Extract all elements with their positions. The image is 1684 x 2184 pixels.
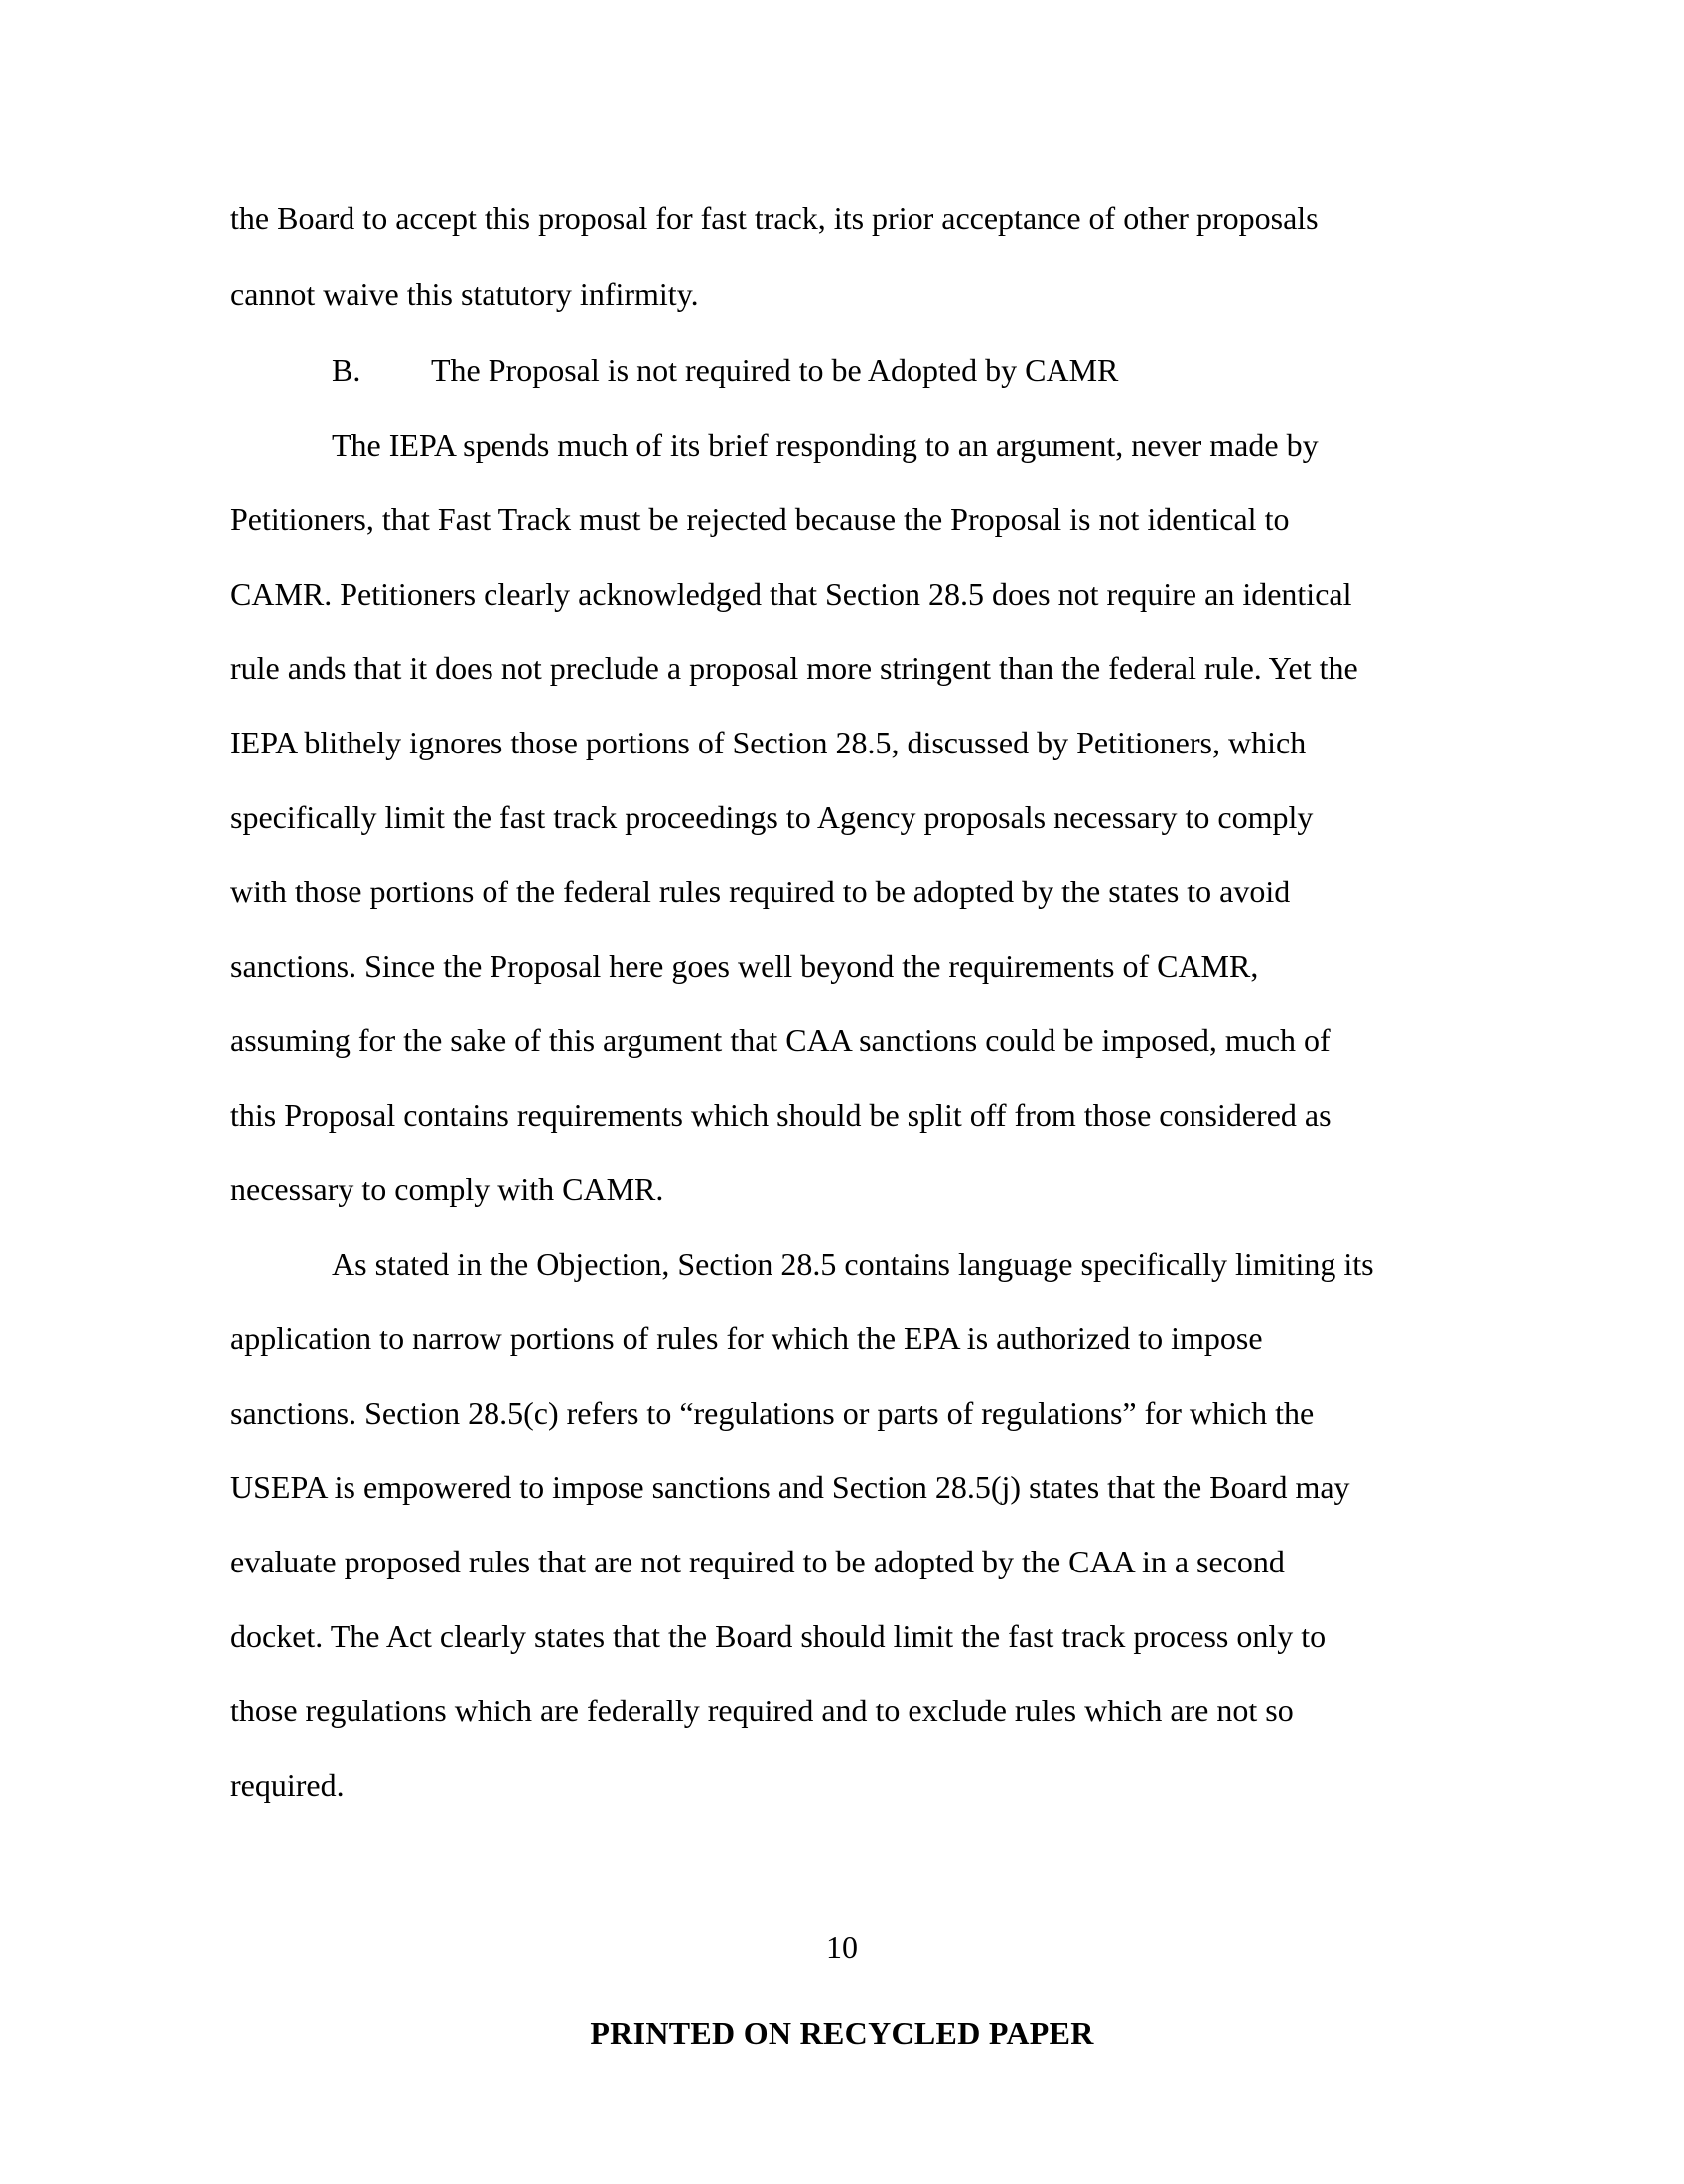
footer-notice: PRINTED ON RECYCLED PAPER [590,2015,1094,2051]
text-line: As stated in the Objection, Section 28.5 contains language specifically limiting its [332,1246,1374,1282]
text-line: with those portions of the federal rules required to be adopted by the states to avoid [230,874,1291,909]
text-line: Petitioners, that Fast Track must be rejected because the Proposal is not identical to [230,501,1290,537]
text-line: rule ands that it does not preclude a proposal more stringent than the federal rule. Yet the [230,650,1358,686]
text-line: those regulations which are federally required and to exclude rules which are not so [230,1693,1294,1728]
text-line: necessary to comply with CAMR. [230,1171,664,1207]
text-line: The IEPA spends much of its brief responding to an argument, never made by [332,427,1319,463]
text-line: cannot waive this statutory infirmity. [230,276,699,312]
text-line: this Proposal contains requirements which should be split off from those considered as [230,1097,1332,1133]
text-line: docket. The Act clearly states that the Board should limit the fast track process only to [230,1618,1327,1654]
text-line: CAMR. Petitioners clearly acknowledged that Section 28.5 does not require an identical [230,576,1352,612]
text-line: specifically limit the fast track proceedings to Agency proposals necessary to comply [230,799,1314,835]
text-line: IEPA blithely ignores those portions of Section 28.5, discussed by Petitioners, which [230,725,1307,760]
text-line: application to narrow portions of rules for which the EPA is authorized to impose [230,1320,1263,1356]
text-line: USEPA is empowered to impose sanctions and Section 28.5(j) states that the Board may [230,1469,1350,1505]
section-letter: B. [332,352,361,388]
text-line: evaluate proposed rules that are not required to be adopted by the CAA in a second [230,1544,1285,1579]
text-line: the Board to accept this proposal for fast track, its prior acceptance of other proposals [230,201,1319,236]
section-heading [332,350,1118,390]
page-number: 10 [826,1929,858,1965]
text-line: sanctions. Section 28.5(c) refers to “regulations or parts of regulations” for which the [230,1395,1315,1431]
text-line: assuming for the sake of this argument that CAA sanctions could be imposed, much of [230,1023,1331,1058]
text-line: sanctions. Since the Proposal here goes well beyond the requirements of CAMR, [230,948,1259,984]
section-title: The Proposal is not required to be Adopted by CAMR [431,352,1119,388]
text-line: required. [230,1767,345,1803]
